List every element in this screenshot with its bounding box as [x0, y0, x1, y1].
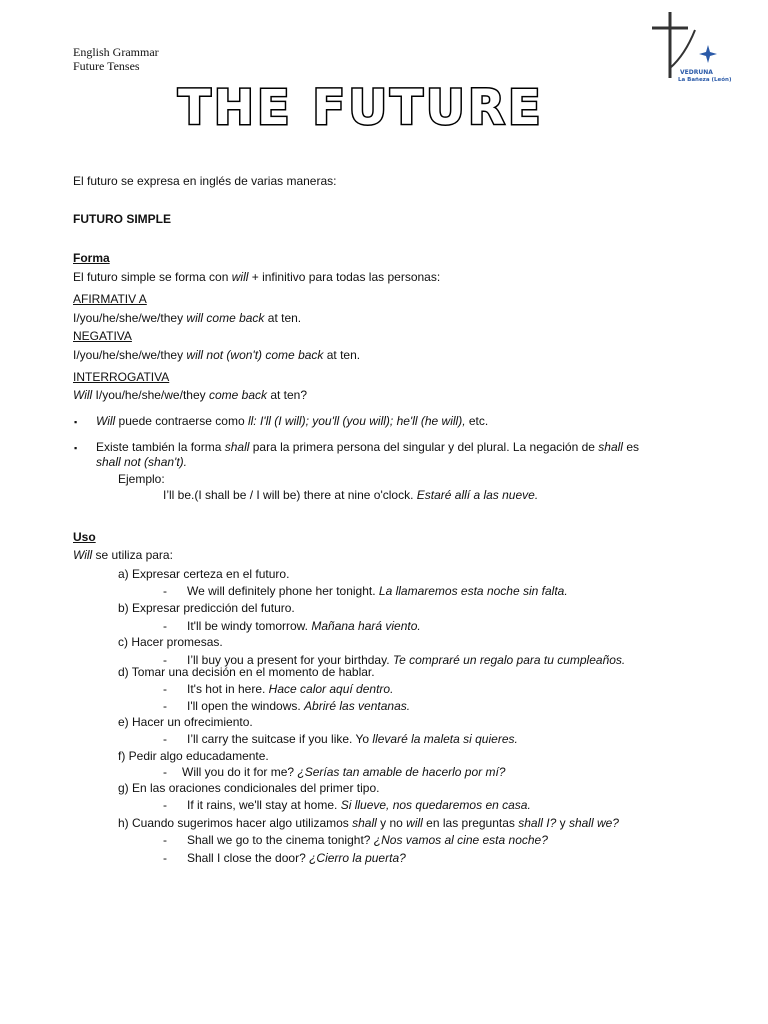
uso-item-g: g) En las oraciones condicionales del primer tipo.	[118, 781, 380, 795]
uso-item-e: e) Hacer un ofrecimiento.	[118, 715, 253, 729]
header-line-1: English Grammar	[73, 45, 159, 59]
dash: -	[163, 619, 167, 633]
afirmativa-label: AFIRMATIV A	[73, 292, 147, 306]
bullet-icon: ▪	[74, 417, 78, 427]
school-logo	[640, 10, 736, 84]
uso-example-f: Will you do it for me? ¿Serías tan amable de hacerlo por mí?	[182, 765, 506, 779]
bullet-icon: ▪	[74, 443, 78, 453]
svg-text:La Bañeza (León): La Bañeza (León)	[678, 77, 732, 83]
dash: -	[163, 833, 167, 847]
afirmativa-example: I/you/he/she/we/they will come back at ten.	[73, 311, 302, 325]
uso-example-a: We will definitely phone her tonight. La llamaremos esta noche sin falta.	[187, 584, 568, 598]
bullet-shall-line2: shall not (shan't).	[96, 455, 188, 469]
negativa-example: I/you/he/she/we/they will not (won't) come back at ten.	[73, 348, 361, 362]
ejemplo-label: Ejemplo:	[118, 472, 165, 486]
uso-item-b: b) Expresar predicción del futuro.	[118, 601, 295, 615]
dash: -	[163, 653, 167, 667]
uso-intro: Will se utiliza para:	[73, 548, 173, 562]
uso-example-h2: Shall I close the door? ¿Cierro la puerta?	[187, 851, 406, 865]
forma-heading: Forma	[73, 251, 110, 265]
section-heading: FUTURO SIMPLE	[73, 212, 171, 226]
cross-logo-icon	[640, 10, 736, 84]
uso-example-d2: I'll open the windows. Abriré las ventanas.	[187, 699, 411, 713]
uso-heading: Uso	[73, 530, 96, 544]
uso-item-f: f) Pedir algo educadamente.	[118, 749, 269, 763]
bullet-contraction: Will puede contraerse como ll: I'll (I will); you'll (you will); he'll (he will), etc.	[96, 414, 489, 428]
uso-example-b: It'll be windy tomorrow. Mañana hará viento.	[187, 619, 421, 633]
dash: -	[163, 851, 167, 865]
interrogativa-label: INTERROGATIVA	[73, 370, 170, 384]
uso-item-a: a) Expresar certeza en el futuro.	[118, 567, 290, 581]
uso-example-c: I’ll buy you a present for your birthday. Te compraré un regalo para tu cumpleaños.	[187, 653, 626, 667]
uso-item-c: c) Hacer promesas.	[118, 635, 223, 649]
ejemplo-text: I’ll be.(I shall be / I will be) there at nine o'clock. Estaré allí a las nueve.	[163, 488, 539, 502]
forma-desc: El futuro simple se forma con will + infinitivo para todas las personas:	[73, 270, 441, 284]
dash: -	[163, 798, 167, 812]
page-title: THE FUTURE	[178, 80, 544, 136]
header-line-2: Future Tenses	[73, 59, 140, 73]
intro-text: El futuro se expresa en inglés de varias maneras:	[73, 174, 337, 188]
dash: -	[163, 699, 167, 713]
interrogativa-example: Will I/you/he/she/we/they come back at ten?	[73, 388, 308, 402]
dash: -	[163, 682, 167, 696]
uso-example-d1: It's hot in here. Hace calor aquí dentro.	[187, 682, 394, 696]
svg-text:VEDRUNA: VEDRUNA	[680, 69, 713, 76]
uso-example-h1: Shall we go to the cinema tonight? ¿Nos vamos al cine esta noche?	[187, 833, 548, 847]
bullet-shall: Existe también la forma shall para la primera persona del singular y del plural. La negación de shall es	[96, 440, 639, 454]
dash: -	[163, 584, 167, 598]
uso-example-e: I’ll carry the suitcase if you like. Yo llevaré la maleta si quieres.	[187, 732, 518, 746]
dash: -	[163, 765, 167, 779]
uso-item-h: h) Cuando sugerimos hacer algo utilizamos shall y no will en las preguntas shall I? y shall we?	[118, 816, 619, 830]
uso-example-g: If it rains, we'll stay at home. Si llueve, nos quedaremos en casa.	[187, 798, 531, 812]
dash: -	[163, 732, 167, 746]
uso-item-d: d) Tomar una decisión en el momento de hablar.	[118, 665, 375, 679]
negativa-label: NEGATIVA	[73, 329, 132, 343]
